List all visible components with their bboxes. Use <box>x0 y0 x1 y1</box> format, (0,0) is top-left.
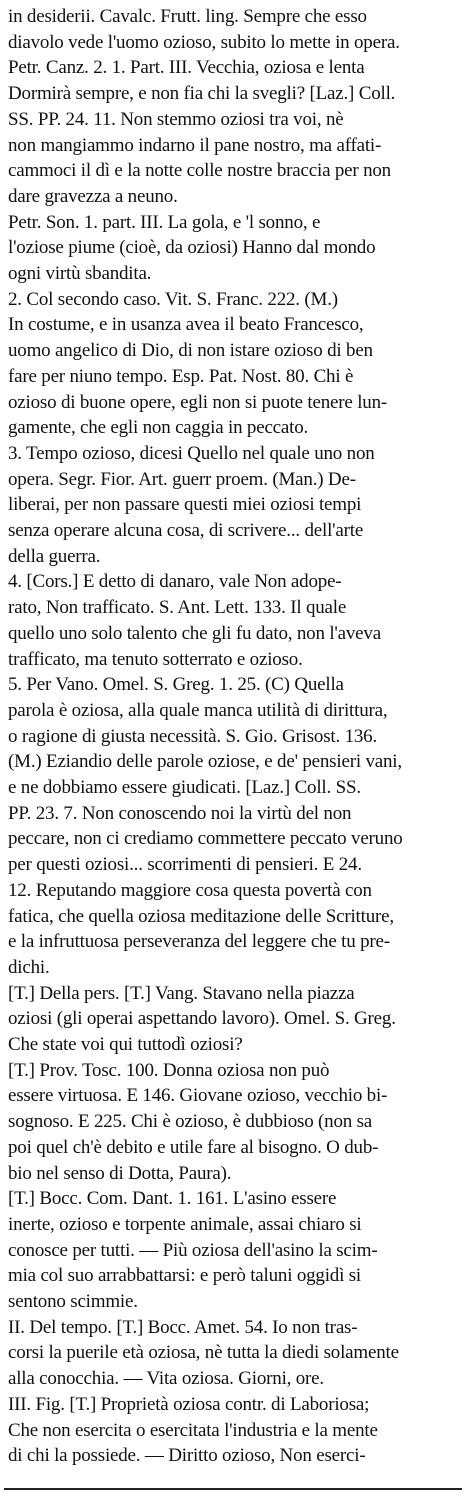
text-line: II. Del tempo. [T.] Bocc. Amet. 54. Io non tras- <box>8 1316 358 1338</box>
text-line: inerte, ozioso e torpente animale, assai chiaro si <box>8 1213 362 1235</box>
text-line: dichi. <box>8 956 50 978</box>
text-line: opera. Segr. Fior. Art. guerr proem. (Man.) De- <box>8 468 356 490</box>
text-line: mia col suo arrabbattarsi: e però taluni oggidì si <box>8 1265 362 1287</box>
text-line: di chi la possiede. — Diritto ozioso, Non eserci- <box>8 1445 366 1467</box>
text-line: uomo angelico di Dio, di non istare ozioso di ben <box>8 340 373 362</box>
text-line: PP. 23. 7. Non conoscendo noi la virtù del non <box>8 802 352 824</box>
footer-rule <box>4 1488 462 1490</box>
text-line: rato, Non trafficato. S. Ant. Lett. 133. Il quale <box>8 597 347 619</box>
text-line: ogni virtù sbandita. <box>8 263 152 284</box>
text-line: SS. PP. 24. 11. Non stemmo oziosi tra voi, nè <box>8 108 344 130</box>
text-line: essere virtuosa. E 146. Giovane ozioso, vecchio bi- <box>8 1085 388 1107</box>
text-line: l'oziose piume (cioè, da oziosi) Hanno dal mondo <box>8 237 376 259</box>
text-line: della guerra. <box>8 545 101 567</box>
text-line: [T.] Della pers. [T.] Vang. Stavano nella piazza <box>8 982 355 1004</box>
text-line: peccare, non ci crediamo commettere peccato veruno <box>8 828 403 850</box>
text-line: 5. Per Vano. Omel. S. Greg. 1. 25. (C) Quella <box>8 674 344 696</box>
text-line: [T.] Prov. Tosc. 100. Donna oziosa non può <box>8 1059 330 1081</box>
text-line: [T.] Bocc. Com. Dant. 1. 161. L'asino essere <box>8 1188 337 1210</box>
text-line: gamente, che egli non caggia in peccato. <box>8 417 309 439</box>
text-line: e ne dobbiamo essere giudicati. [Laz.] Coll. SS. <box>8 777 361 798</box>
text-line: parola è oziosa, alla quale manca utilità di dirittura, <box>8 699 388 721</box>
text-line: diavolo vede l'uomo ozioso, subito lo mette in opera. <box>8 31 400 53</box>
text-line: bio nel senso di Dotta, Paura). <box>8 1162 232 1184</box>
text-line: o ragione di giusta necessità. S. Gio. Grisost. 136. <box>8 725 378 747</box>
text-line: trafficato, ma tenuto sotterrato e ozioso. <box>8 648 303 670</box>
text-line: fare per niuno tempo. Esp. Pat. Nost. 80. Chi è <box>8 365 354 387</box>
text-line: senza operare alcuna cosa, di scrivere... dell'arte <box>8 520 364 541</box>
text-line: per questi oziosi... scorrimenti di pensieri. E 24. <box>8 854 362 876</box>
text-line: III. Fig. [T.] Proprietà oziosa contr. di Laboriosa; <box>8 1393 370 1415</box>
text-line: Dormirà sempre, e non fia chi la svegli? [Laz.] Coll. <box>8 83 396 105</box>
text-line: liberai, per non passare questi miei oziosi tempi <box>8 494 362 516</box>
text-line: sognoso. E 225. Chi è ozioso, è dubbioso (non sa <box>8 1111 373 1133</box>
text-line: conosce per tutti. — Più oziosa dell'asino la scim- <box>8 1239 378 1261</box>
text-line: Petr. Canz. 2. 1. Part. III. Vecchia, oziosa e lenta <box>8 57 365 79</box>
text-line: Petr. Son. 1. part. III. La gola, e 'l sonno, e <box>8 211 321 233</box>
text-line: non mangiammo indarno il pane nostro, ma affati- <box>8 134 382 156</box>
text-line: cammoci il dì e la notte colle nostre braccia per non <box>8 160 391 182</box>
text-line: Che non esercita o esercitata l'industria e la mente <box>8 1419 378 1441</box>
text-line: corsi la puerile età oziosa, nè tutta la diedi solamente <box>8 1342 399 1364</box>
text-line: sentono scimmie. <box>8 1291 138 1312</box>
text-line: in desiderii. Cavalc. Frutt. ling. Sempre che esso <box>8 6 367 27</box>
text-line: 12. Reputando maggiore cosa questa povertà con <box>8 879 372 901</box>
text-line: Che state voi qui tuttodì oziosi? <box>8 1034 243 1055</box>
text-line: ozioso di buone opere, egli non si puote tenere lun- <box>8 391 387 413</box>
text-line: 4. [Cors.] E detto di danaro, vale Non adope- <box>8 571 342 593</box>
text-line: fatica, che quella oziosa meditazione delle Scritture, <box>8 905 394 927</box>
text-line: oziosi (gli operai aspettando lavoro). Omel. S. Greg. <box>8 1008 396 1030</box>
text-line: dare gravezza a neuno. <box>8 185 178 207</box>
text-line: alla conocchia. — Vita oziosa. Giorni, ore. <box>8 1368 324 1390</box>
text-line: poi quel ch'è debito e utile fare al bisogno. O dub- <box>8 1136 379 1158</box>
text-line: In costume, e in usanza avea il beato Francesco, <box>8 314 364 336</box>
text-line: 3. Tempo ozioso, dicesi Quello nel quale uno non <box>8 442 375 464</box>
text-line: 2. Col secondo caso. Vit. S. Franc. 222. (M.) <box>8 288 338 310</box>
text-line: (M.) Eziandio delle parole oziose, e de' pensieri vani, <box>8 751 402 773</box>
text-line: quello uno solo talento che gli fu dato, non l'aveva <box>8 622 381 644</box>
text-line: e la infruttuosa perseveranza del leggere che tu pre- <box>8 931 390 953</box>
